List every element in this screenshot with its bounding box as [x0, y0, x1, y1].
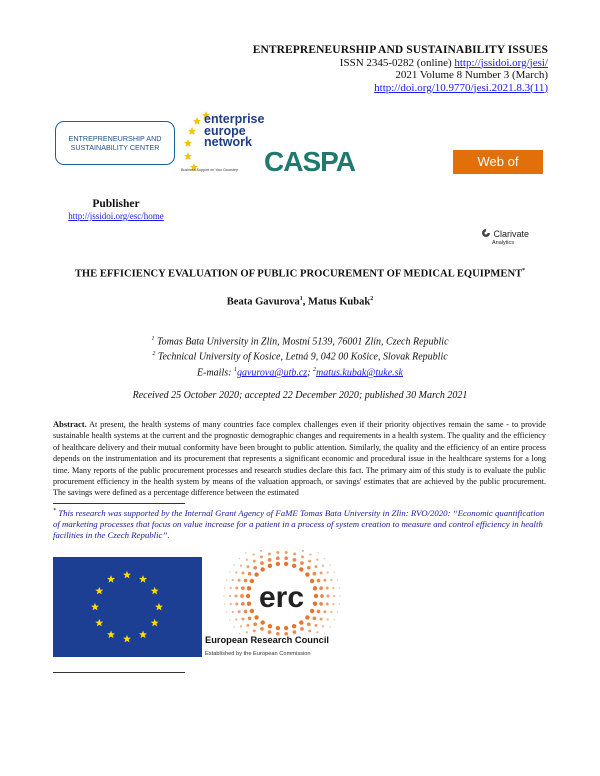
erc-dot [268, 558, 272, 562]
erc-dot [308, 629, 311, 632]
erc-dot [317, 610, 321, 614]
erc-dot [268, 630, 272, 634]
erc-dot [330, 611, 332, 613]
een-star-icon [184, 139, 192, 147]
erc-tagline: Established by the European Commission [205, 651, 311, 657]
een-tagline: Business Support on Your Doorstep [181, 168, 238, 172]
erc-dot [339, 595, 341, 597]
erc-dot [309, 553, 311, 555]
erc-dot [244, 579, 248, 583]
erc-dot [315, 624, 318, 627]
erc-dot [315, 565, 318, 568]
erc-dot [229, 571, 231, 573]
erc-dot [314, 594, 318, 598]
erc-dot [284, 556, 288, 560]
erc-dot [238, 579, 241, 582]
erc-dot [246, 631, 248, 633]
erc-dot [339, 603, 341, 605]
erc-dot [229, 595, 231, 597]
erc-dot [301, 555, 304, 558]
erc-dot [253, 622, 257, 626]
erc-dot [244, 610, 248, 614]
erc-dot [339, 587, 341, 589]
erc-dot [300, 627, 304, 631]
erc-dot [337, 579, 339, 581]
erc-dot [305, 615, 309, 619]
erc-dot [245, 552, 247, 554]
web-of-science-logo: Web of Science [453, 150, 543, 174]
erc-dot [327, 595, 330, 598]
erc-dot [284, 562, 288, 566]
erc-dot [268, 624, 272, 628]
abstract [53, 419, 546, 499]
esc-logo-line1: ENTREPRENEURSHIP AND [68, 134, 162, 143]
erc-dot [240, 625, 242, 627]
erc-dot [276, 556, 280, 560]
erc-dot [276, 626, 280, 630]
erc-dot [232, 579, 234, 581]
erc-dot [332, 587, 334, 589]
erc-dot [293, 553, 296, 556]
journal-header [253, 44, 548, 94]
abstract-label: Abstract. [53, 419, 87, 429]
erc-dot [253, 566, 257, 570]
erc-logo [202, 550, 362, 665]
een-text: enterprise europe network [204, 112, 265, 149]
erc-dot [313, 572, 317, 576]
erc-dot [230, 587, 232, 589]
erc-dot [268, 564, 272, 568]
journal-issn: ISSN 2345-0282 (online) http://jssidoi.org/jesi/ [339, 56, 548, 69]
erc-dot [241, 586, 245, 590]
erc-dot [323, 610, 326, 613]
erc-dot [241, 618, 244, 621]
erc-dot [307, 622, 311, 626]
erc-dot [320, 594, 324, 598]
publisher-link[interactable]: http://jssidoi.org/esc/home [68, 211, 164, 221]
erc-dot [326, 587, 329, 590]
erc-dot [229, 619, 231, 621]
erc-dot [247, 624, 250, 627]
erc-dot [293, 630, 297, 634]
erc-dot [285, 551, 288, 554]
erc-dot [253, 629, 256, 632]
erc-dot [235, 618, 237, 620]
erc-dot [241, 602, 245, 606]
erc-logo-text: erc [259, 581, 305, 614]
erc-dot [305, 572, 309, 576]
erc-dot [329, 626, 331, 628]
erc-dot [317, 579, 321, 583]
erc-dot [260, 550, 262, 552]
erc-dot [299, 567, 303, 571]
erc-dot [240, 594, 244, 598]
abstract-text: At present, the health systems of many countries face complex challenges even if their priority objectives remain the same - to provide sustainable health systems at the current and the prognostic demographic changes and requirements in a health system. The quality and the efficiency of healthcare delivery and their mutual conformity have been brought to public attention. Similarly, the quality and the efficiency of an entire process depends on the instrumentation and its procurement that represents a significant economic and procedural issue in the healthcare systems for a long time. Many reports of the public procurement processes and research studies declare this fact. The primary aim of this study is to evaluate the public procurement efficiency in the health system by means of the valuation approach, or savings' estimates that are achieved by the public procurement. The savings were defined as a percentage difference between the estimated [53, 420, 546, 498]
journal-doi-line [253, 82, 548, 95]
erc-dot [326, 603, 329, 606]
erc-dot [247, 586, 251, 590]
erc-dot [319, 586, 323, 590]
email-link-1[interactable]: gavurova@utb.cz [236, 367, 308, 379]
erc-dot [235, 571, 237, 573]
publisher-block [56, 198, 176, 222]
erc-dot [240, 565, 242, 567]
erc-dot [324, 558, 326, 560]
publisher-heading: Publisher [92, 198, 140, 210]
erc-dot [310, 579, 314, 583]
erc-dot [235, 603, 238, 606]
footnote: * This research was supported by the Internal Grant Agency of FaME Tomas Bata University in Zlin: RVO/2020: “Economic quantification of marketing processes that focus on value increase for a patient in a process of system creation to measure and control efficiency in health facilities in the Czech Republic”. [53, 507, 545, 540]
erc-dot [320, 572, 323, 575]
erc-dot [248, 572, 252, 576]
erc-dot [226, 611, 228, 613]
erc-dot [329, 564, 331, 566]
clarivate-icon [481, 228, 491, 238]
erc-dot [246, 559, 248, 561]
esc-logo [55, 121, 175, 165]
erc-dot [239, 558, 241, 560]
erc-dot [238, 610, 241, 613]
erc-dot [246, 594, 250, 598]
erc-dot [247, 565, 250, 568]
erc-dot [316, 631, 318, 633]
erc-dot [299, 620, 303, 624]
erc-dot [313, 616, 317, 620]
affiliations [0, 333, 600, 364]
erc-dot [322, 625, 324, 627]
erc-dot [317, 552, 319, 554]
erc-dot [327, 571, 329, 573]
erc-dot [233, 626, 235, 628]
erc-dot [308, 560, 311, 563]
erc-dot [226, 579, 228, 581]
erc-dot [337, 611, 339, 613]
erc-dot [260, 561, 264, 565]
erc-dot [320, 618, 323, 621]
erc-dot [334, 571, 336, 573]
clarivate-logo: Clarivate Analytics [481, 228, 529, 248]
doi-link[interactable]: http://doi.org/10.9770/jesi.2021.8.3(11) [374, 81, 548, 94]
erc-dot [224, 587, 226, 589]
erc-dot [254, 572, 258, 576]
footnote-rule [53, 503, 185, 504]
erc-dot [233, 564, 235, 566]
erc-dot [307, 566, 311, 570]
erc-dot [223, 595, 225, 597]
een-star-icon [193, 117, 201, 125]
erc-dot [334, 619, 336, 621]
erc-dot [235, 595, 238, 598]
erc-dot [310, 609, 314, 613]
erc-dot [235, 587, 238, 590]
authors: Beata Gavurova$^1$, Matus Kubak$^2$ [226, 296, 374, 308]
erc-dot [248, 616, 252, 620]
emails: E-mails: $^1$gavurova@utb.cz; $^2$matus.kubak@tuke.sk [197, 367, 403, 379]
erc-name: European Research Council [205, 635, 329, 645]
erc-dot [302, 550, 304, 552]
erc-dot [313, 602, 317, 606]
erc-dot [261, 620, 265, 624]
erc-dot [253, 560, 256, 563]
bottom-footnote-rule [53, 672, 185, 673]
journal-volume: 2021 Volume 8 Number 3 (March) [395, 69, 548, 81]
erc-dot [247, 602, 251, 606]
erc-dot [330, 579, 332, 581]
erc-dot [276, 562, 280, 566]
email-link-2[interactable]: matus.kubak@tuke.sk [316, 367, 403, 379]
erc-dot [224, 603, 226, 605]
publication-dates: Received 25 October 2020; accepted 22 December 2020; published 30 March 2021 [132, 390, 468, 401]
journal-link[interactable]: http://jssidoi.org/jesi/ [454, 56, 548, 69]
erc-dot [232, 611, 234, 613]
erc-dot [332, 603, 334, 605]
erc-dot [327, 618, 329, 620]
een-star-icon [188, 127, 196, 135]
caspa-logo: CASPA [264, 146, 355, 177]
erc-dot [276, 551, 279, 554]
erc-dot [322, 565, 324, 567]
erc-dot [268, 553, 271, 556]
erc-dot [292, 564, 296, 568]
erc-dot [250, 579, 254, 583]
erc-dot [333, 595, 335, 597]
erc-dot [319, 602, 323, 606]
erc-dot [230, 603, 232, 605]
erc-dot [254, 615, 258, 619]
erc-dot [260, 627, 264, 631]
esc-logo-line2: SUSTAINABILITY CENTER [70, 143, 160, 152]
erc-dot [284, 626, 288, 630]
erc-dot [252, 553, 254, 555]
eu-flag [53, 557, 202, 657]
een-star-icon [184, 152, 192, 160]
erc-dot [292, 624, 296, 628]
affiliation-2: $^2$ Technical University of Kosice, Letná 9, 042 00 Košice, Slovak Republic [152, 351, 448, 363]
affiliation-1: $^1$ Tomas Bata University in Zlin, Mostní 5139, 76001 Zlín, Czech Republic [151, 336, 449, 348]
erc-dot [313, 586, 317, 590]
erc-dot [323, 579, 326, 582]
paper-title: THE EFFICIENCY EVALUATION OF PUBLIC PROCUREMENT OF MEDICAL EQUIPMENT* [74, 268, 526, 280]
erc-dot [293, 558, 297, 562]
erc-dot [241, 572, 244, 575]
journal-title: ENTREPRENEURSHIP AND SUSTAINABILITY ISSUES [252, 44, 548, 56]
erc-dot [250, 609, 254, 613]
erc-dot [260, 555, 263, 558]
erc-dot [261, 567, 265, 571]
erc-dot [300, 561, 304, 565]
erc-dot [316, 559, 318, 561]
